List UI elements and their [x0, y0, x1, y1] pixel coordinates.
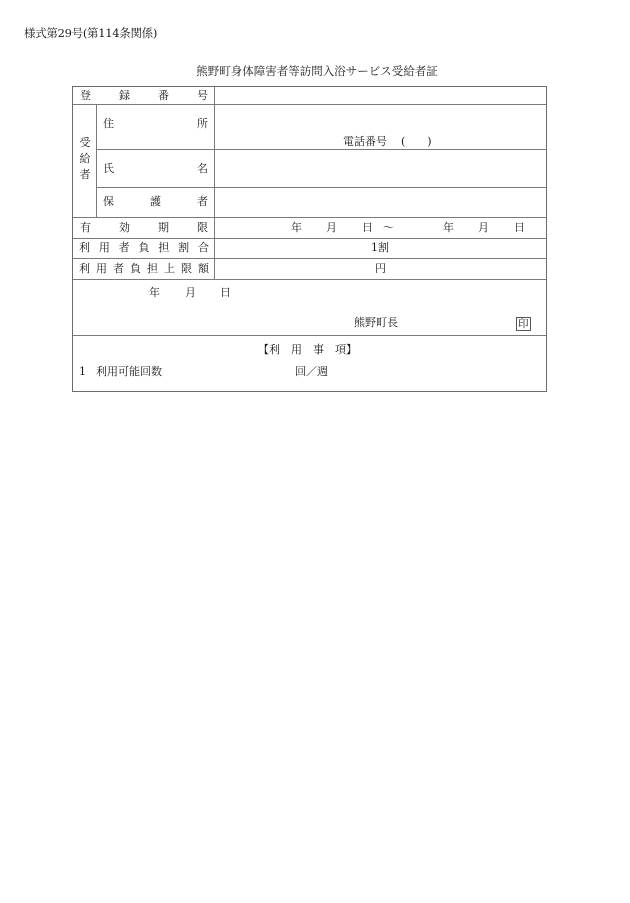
label-char: 録	[119, 89, 130, 102]
label-char: 用	[96, 262, 107, 275]
validity-to-day: 日	[514, 221, 525, 234]
validity-from-month: 月	[326, 221, 337, 234]
registration-number-label	[80, 89, 208, 103]
label-char: 用	[98, 241, 110, 254]
row-divider	[97, 149, 546, 150]
copay-ratio-value: 1割	[371, 241, 389, 254]
document-title: 熊野町身体障害者等訪問入浴サービス受給者証	[196, 64, 438, 78]
label-char: 番	[158, 89, 169, 102]
issue-day: 日	[220, 286, 231, 299]
form-number: 様式第29号(第114条関係)	[24, 26, 158, 40]
row-divider	[73, 258, 546, 259]
usage-heading: 【利 用 事 項】	[258, 343, 357, 356]
label-char: 所	[197, 117, 208, 130]
recipient-subcolumn-divider	[96, 104, 97, 217]
label-char: 利	[79, 241, 90, 254]
copay-limit-label	[79, 262, 209, 276]
label-char: 氏	[103, 162, 114, 175]
issue-month: 月	[185, 286, 196, 299]
validity-from-year: 年	[291, 221, 302, 234]
row-divider	[73, 217, 546, 218]
seal-stamp: 印	[518, 318, 529, 330]
label-char: 負	[138, 241, 150, 254]
label-char: 担	[147, 262, 158, 275]
label-char: 登	[80, 89, 91, 102]
usage-item-value: 回／週	[295, 365, 328, 378]
usage-item-number: 1	[79, 365, 86, 378]
label-char: 額	[198, 262, 209, 275]
label-char: 担	[158, 241, 170, 254]
label-char: 名	[197, 162, 208, 175]
issuer-name: 熊野町長	[354, 316, 398, 329]
recipient-group-label	[76, 135, 94, 183]
label-char: 利	[79, 262, 90, 275]
row-divider	[73, 104, 546, 105]
registration-number-field[interactable]	[218, 89, 538, 103]
label-char: 住	[103, 117, 114, 130]
phone-number-field[interactable]: ( )	[401, 135, 432, 148]
row-divider	[97, 187, 546, 188]
name-field[interactable]	[218, 162, 538, 176]
label-char: 限	[197, 221, 208, 234]
row-divider	[73, 279, 546, 280]
copay-limit-value: 円	[375, 262, 386, 275]
label-char: 者	[118, 241, 130, 254]
phone-number-label: 電話番号	[343, 135, 387, 148]
issue-year: 年	[149, 286, 160, 299]
validity-to-month: 月	[478, 221, 489, 234]
row-divider	[73, 238, 546, 239]
validity-to-year: 年	[443, 221, 454, 234]
label-char: 給	[79, 152, 91, 165]
label-char: 負	[130, 262, 141, 275]
validity-period-label	[80, 221, 208, 235]
label-char: 者	[113, 262, 124, 275]
label-char: 護	[150, 195, 161, 208]
label-char: 期	[158, 221, 169, 234]
copay-ratio-label	[79, 241, 209, 255]
row-divider	[73, 335, 546, 336]
label-char: 上	[164, 262, 175, 275]
address-label	[103, 117, 208, 131]
label-char: 割	[178, 241, 190, 254]
label-char: 号	[197, 89, 208, 102]
address-field[interactable]	[218, 107, 538, 121]
certificate-table	[72, 86, 547, 392]
guardian-field[interactable]	[218, 195, 538, 209]
label-char: 限	[181, 262, 192, 275]
label-char: 有	[80, 221, 91, 234]
label-char: 合	[197, 241, 209, 254]
validity-tilde: ～	[383, 221, 394, 234]
label-char: 効	[119, 221, 130, 234]
usage-item-label: 利用可能回数	[96, 365, 162, 378]
label-char: 者	[197, 195, 208, 208]
label-char: 受	[79, 136, 91, 149]
label-char: 者	[79, 168, 91, 181]
name-label	[103, 162, 208, 176]
validity-from-day: 日	[362, 221, 373, 234]
label-column-divider	[214, 87, 215, 279]
label-char: 保	[103, 195, 114, 208]
guardian-label	[103, 195, 208, 209]
